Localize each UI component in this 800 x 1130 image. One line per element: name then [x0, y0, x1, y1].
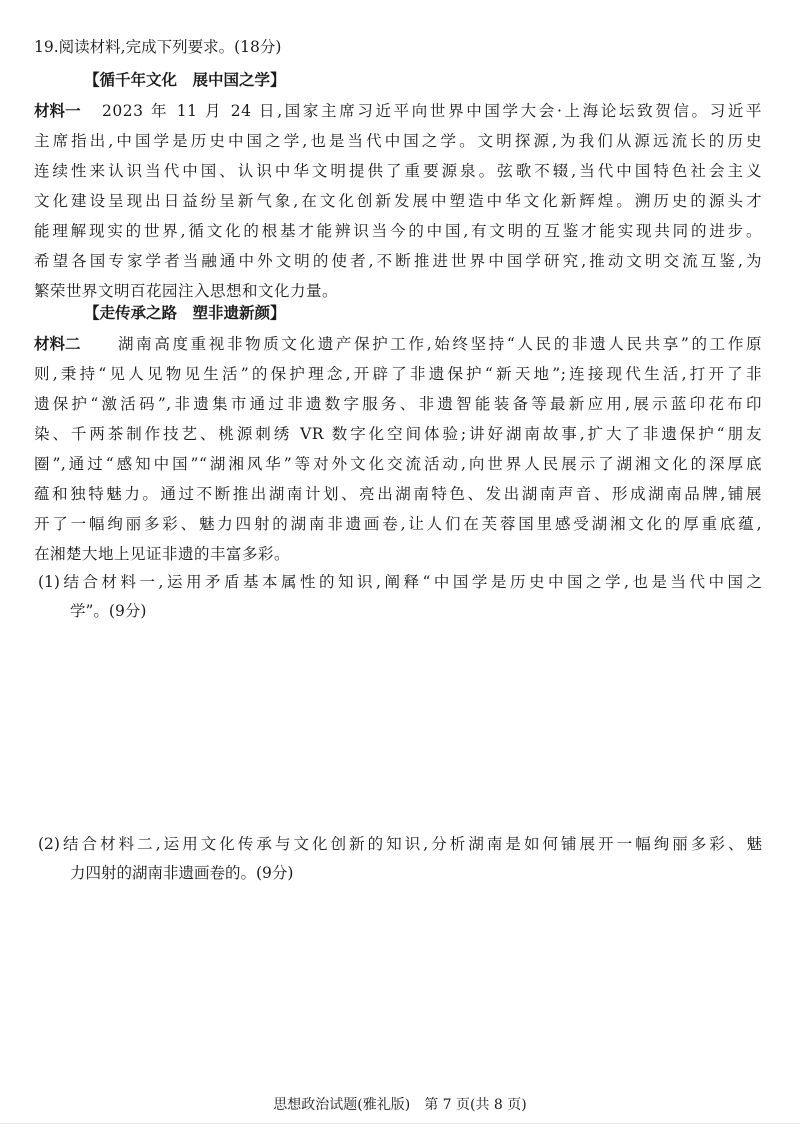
material1-row: 希望各国专家学者当融通中外文明的使者,不断推进世界中国学研究,推动文明交流互鉴,为: [34, 252, 762, 270]
material1-row: 文化建设呈现出日益纷呈新气象,在文化创新发展中塑造中华文化新辉煌。溯历史的源头才: [34, 192, 762, 210]
material1-label: 材料一: [34, 101, 81, 120]
material2-row: 遗保护“激活码”,非遗集市通过非遗数字服务、非遗智能装备等最新应用,展示蓝印花布印: [34, 395, 762, 413]
material1-row: 能理解现实的世界,循文化的根基才能辨识当今的中国,有文明的互鉴才能实现共同的进步。: [34, 222, 762, 240]
material2-row: 蕴和独特魅力。通过不断推出湖南计划、亮出湖南特色、发出湖南声音、形成湖南品牌,铺展: [34, 485, 762, 503]
q1-line2: 学”。(9分): [70, 602, 147, 620]
material2-label: 材料二: [34, 334, 81, 353]
section1-title: 【循千年文化 展中国之学】: [84, 70, 286, 89]
material1-text: [34, 96, 762, 306]
q1-line1: (1)结合材料一,运用矛盾基本属性的知识,阐释“中国学是历史中国之学,也是当代中国之: [38, 573, 762, 591]
q2-line1: (2)结合材料二,运用文化传承与文化创新的知识,分析湖南是如何铺展开一幅绚丽多彩、魅: [38, 835, 762, 853]
material1-row: 2023 年 11 月 24 日,国家主席习近平向世界中国学大会·上海论坛致贺信。习近平: [102, 102, 762, 120]
material2-row: 则,秉持“见人见物见生活”的保护理念,开辟了非遗保护“新天地”;连接现代生活,打开了非: [34, 365, 762, 383]
q2-line2: 力四射的湖南非遗画卷的。(9分): [70, 864, 294, 882]
question-header: 19.阅读材料,完成下列要求。(18分): [34, 38, 282, 56]
material2-row: 染、千两茶制作技艺、桃源刺绣 VR 数字化空间体验;讲好湖南故事,扩大了非遗保护“朋友: [34, 425, 762, 443]
material2-text: [34, 329, 762, 569]
material1-row: 主席指出,中国学是历史中国之学,也是当代中国之学。文明探源,为我们从源远流长的历史: [34, 132, 762, 150]
material1-row: 连续性来认识当代中国、认识中华文明提供了重要源泉。弦歌不辍,当代中国特色社会主义: [34, 162, 762, 180]
material2-row: 在湘楚大地上见证非遗的丰富多彩。: [34, 545, 291, 563]
material2-row: 圈”,通过“感知中国”“湖湘风华”等对外文化交流活动,向世界人民展示了湖湘文化的深厚底: [34, 455, 762, 473]
material2-row: 湖南高度重视非物质文化遗产保护工作,始终坚持“人民的非遗人民共享”的工作原: [118, 335, 762, 353]
material2-row: 开了一幅绚丽多彩、魅力四射的湖南非遗画卷,让人们在芙蓉国里感受湖湘文化的厚重底蕴,: [34, 515, 762, 533]
bottom-rule: [0, 1123, 800, 1124]
page-footer: 思想政治试题(雅礼版) 第 7 页(共 8 页): [273, 1097, 527, 1113]
material1-row: 繁荣世界文明百花园注入思想和文化力量。: [34, 282, 339, 300]
section2-title: 【走传承之路 塑非遗新颜】: [84, 303, 286, 322]
